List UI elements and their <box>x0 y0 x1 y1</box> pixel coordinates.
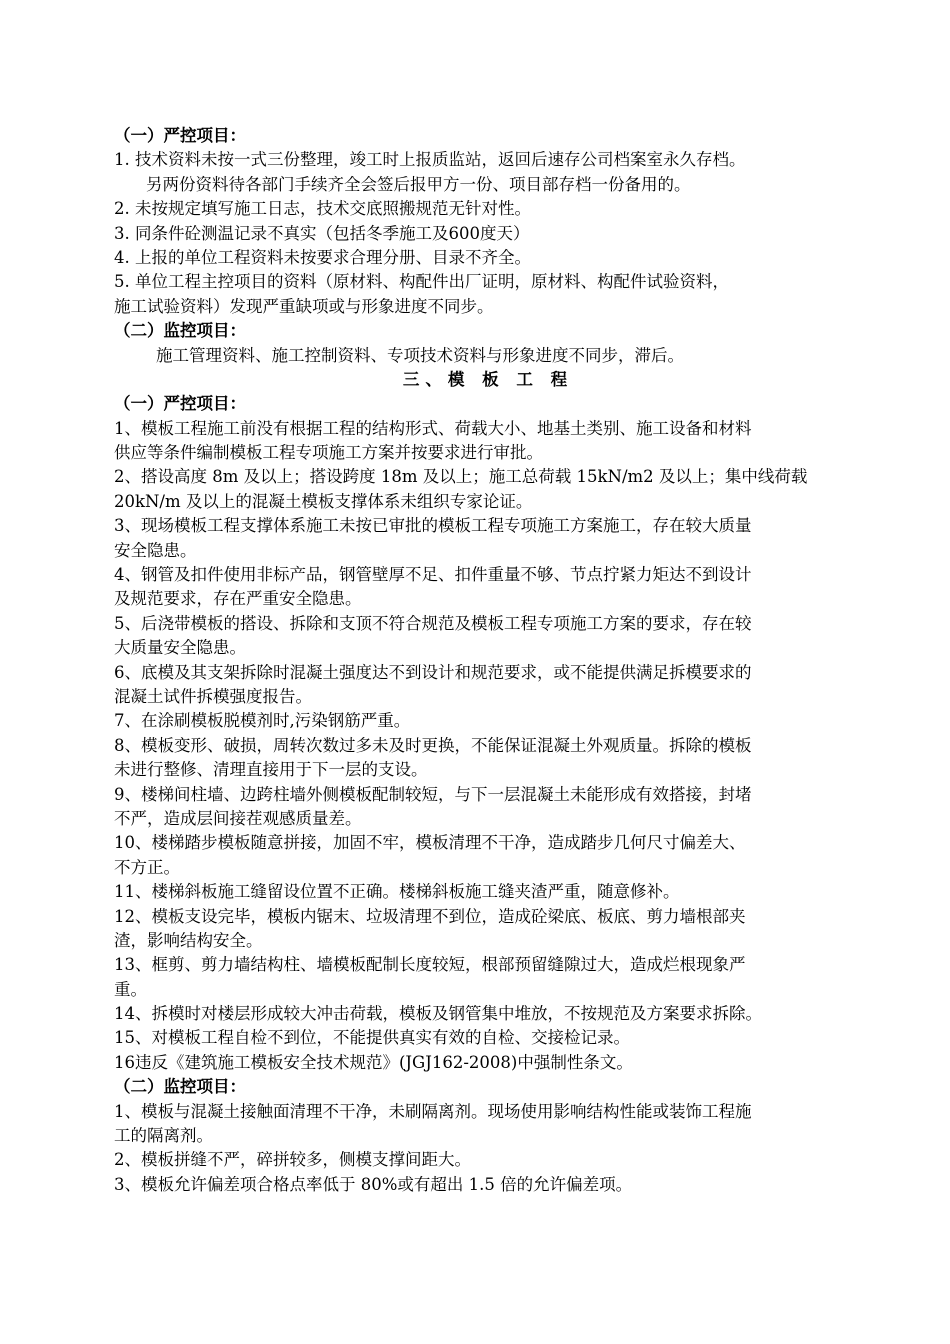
section-3-strict-line: 5、后浇带模板的搭设、拆除和支顶不符合规范及模板工程专项施工方案的要求，存在较 <box>114 613 752 633</box>
section-2-item-4: 4. 上报的单位工程资料未按要求合理分册、目录不齐全。 <box>114 247 531 267</box>
section-3-strict-line: 重。 <box>114 979 147 999</box>
section-3-strict-line: 混凝土试件拆模强度报告。 <box>114 686 312 706</box>
section-3-strict-line: 13、框剪、剪力墙结构柱、墙模板配制长度较短，根部预留缝隙过大，造成烂根现象严 <box>114 955 746 975</box>
section-3-strict-line: 供应等条件编制模板工程专项施工方案并按要求进行审批。 <box>114 443 543 463</box>
section-3-strict-line: 9、楼梯间柱墙、边跨柱墙外侧模板配制较短，与下一层混凝土未能形成有效搭接，封堵 <box>114 784 752 804</box>
section-3-monitor-heading: （二）监控项目： <box>114 1077 246 1097</box>
section-3-strict-line: 16违反《建筑施工模板安全技术规范》(JGJ162-2008)中强制性条文。 <box>114 1052 633 1072</box>
section-3-strict-line: 不方正。 <box>114 857 180 877</box>
section-2-monitor-heading: （二）监控项目： <box>114 321 246 341</box>
section-3-strict-line: 7、在涂刷模板脱模剂时,污染钢筋严重。 <box>114 711 411 731</box>
section-2-item-5-continued: 施工试验资料）发现严重缺项或与形象进度不同步。 <box>114 296 494 316</box>
section-3-strict-line: 不严，造成层间接茬观感质量差。 <box>114 808 362 828</box>
section-3-monitor-line: 工的隔离剂。 <box>114 1126 213 1146</box>
section-3-strict-line: 4、钢管及扣件使用非标产品，钢管壁厚不足、扣件重量不够、节点拧紧力矩达不到设计 <box>114 565 752 585</box>
section-3-title: 三、模 板 工 程 <box>402 369 574 389</box>
section-2-item-1-continued: 另两份资料待各部门手续齐全会签后报甲方一份、项目部存档一份备用的。 <box>146 174 691 194</box>
section-3-strict-line: 14、拆模时对楼层形成较大冲击荷载，模板及钢管集中堆放，不按规范及方案要求拆除。 <box>114 1004 762 1024</box>
section-2-item-3: 3. 同条件砼测温记录不真实（包括冬季施工及600度天） <box>114 223 530 243</box>
section-3-strict-line: 渣，影响结构安全。 <box>114 930 263 950</box>
section-3-strict-line: 20kN/m 及以上的混凝土模板支撑体系未组织专家论证。 <box>114 491 533 511</box>
section-2-item-1: 1. 技术资料未按一式三份整理，竣工时上报质监站，返回后速存公司档案室永久存档。 <box>114 150 746 170</box>
section-3-strict-line: 安全隐患。 <box>114 540 197 560</box>
document-body <box>114 124 862 1197</box>
section-3-strict-line: 15、对模板工程自检不到位，不能提供真实有效的自检、交接检记录。 <box>114 1028 630 1048</box>
section-2-item-2: 2. 未按规定填写施工日志，技术交底照搬规范无针对性。 <box>114 199 531 219</box>
section-2-item-5: 5. 单位工程主控项目的资料（原材料、构配件出厂证明，原材料、构配件试验资料， <box>114 272 729 292</box>
section-3-strict-line: 12、模板支设完毕，模板内锯末、垃圾清理不到位，造成砼梁底、板底、剪力墙根部夹 <box>114 906 746 926</box>
section-3-strict-line: 10、楼梯踏步模板随意拼接，加固不牢，模板清理不干净，造成踏步几何尺寸偏差大、 <box>114 833 746 853</box>
section-3-strict-line: 6、底模及其支架拆除时混凝土强度达不到设计和规范要求，或不能提供满足拆模要求的 <box>114 662 752 682</box>
section-3-strict-line: 大质量安全隐患。 <box>114 638 246 658</box>
section-3-monitor-line: 2、模板拼缝不严，碎拼较多，侧模支撑间距大。 <box>114 1150 471 1170</box>
section-2-monitor-text: 施工管理资料、施工控制资料、专项技术资料与形象进度不同步，滞后。 <box>156 345 684 365</box>
section-3-strict-line: 及规范要求，存在严重安全隐患。 <box>114 589 362 609</box>
section-3-monitor-line: 1、模板与混凝土接触面清理不干净，未刷隔离剂。现场使用影响结构性能或装饰工程施 <box>114 1101 752 1121</box>
section-3-strict-line: 未进行整修、清理直接用于下一层的支设。 <box>114 760 428 780</box>
section-3-strict-line: 2、搭设高度 8m 及以上；搭设跨度 18m 及以上；施工总荷载 15kN/m2 及以上；集中线荷载 <box>114 467 808 487</box>
section-3-strict-line: 11、楼梯斜板施工缝留设位置不正确。楼梯斜板施工缝夹渣严重，随意修补。 <box>114 882 680 902</box>
section-2-strict-heading: （一）严控项目： <box>114 126 246 145</box>
section-3-strict-line: 8、模板变形、破损，周转次数过多未及时更换，不能保证混凝土外观质量。拆除的模板 <box>114 735 752 755</box>
section-3-strict-line: 3、现场模板工程支撑体系施工未按已审批的模板工程专项施工方案施工，存在较大质量 <box>114 516 752 536</box>
section-3-monitor-line: 3、模板允许偏差项合格点率低于 80%或有超出 1.5 倍的允许偏差项。 <box>114 1174 633 1194</box>
section-3-strict-line: 1、模板工程施工前没有根据工程的结构形式、荷载大小、地基土类别、施工设备和材料 <box>114 418 752 438</box>
section-3-strict-heading: （一）严控项目： <box>114 394 246 414</box>
